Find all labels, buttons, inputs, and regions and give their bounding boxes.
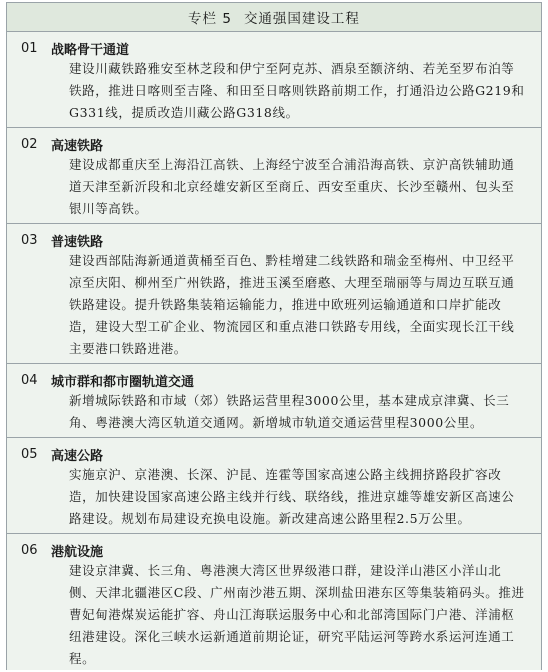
section-05 [7, 438, 541, 534]
section-heading: 普速铁路 [51, 234, 104, 250]
section-heading: 高速公路 [51, 448, 104, 464]
panel-title: 交通强国建设工程 [243, 11, 360, 27]
section-heading: 港航设施 [51, 544, 104, 560]
section-heading: 城市群和都市圈轨道交通 [51, 374, 195, 390]
section-heading: 高速铁路 [51, 138, 104, 154]
section-number: 04 [21, 372, 38, 388]
section-text: 建设京津冀、长三角、粤港澳大湾区世界级港口群，建设洋山港区小洋山北侧、天津北疆港区C段、广州南沙港五期、深圳盐田港东区等集装箱码头。推进曹妃甸港煤炭运能扩容、舟山江海联运服务中心和北部湾国际门户港、洋浦枢纽港建设。深化三峡水运新通道前期论证，研究平陆运河等跨水系运河连通工程。 [69, 563, 525, 666]
section-number: 03 [21, 232, 38, 248]
section-number: 06 [21, 542, 38, 558]
section-01 [7, 32, 541, 128]
section-02 [7, 128, 541, 224]
section-text: 建设西部陆海新通道黄桶至百色、黔桂增建二线铁路和瑞金至梅州、中卫经平凉至庆阳、柳州至广州铁路，推进玉溪至磨憨、大理至瑞丽等与周边互联互通铁路建设。提升铁路集装箱运输能力，推进中欧班列运输通道和口岸扩能改造，建设大型工矿企业、物流园区和重点港口铁路专用线，全面实现长江干线主要港口铁路进港。 [69, 253, 515, 356]
section-number: 05 [21, 446, 38, 462]
section-03 [7, 224, 541, 364]
section-06 [7, 534, 541, 670]
section-text: 建设川藏铁路雅安至林芝段和伊宁至阿克苏、酒泉至额济纳、若羌至罗布泊等铁路，推进日喀则至吉隆、和田至日喀则铁路前期工作，打通沿边公路G219和G331线，提质改造川藏公路G318线。 [69, 61, 525, 120]
section-heading: 战略骨干通道 [51, 42, 130, 58]
section-number: 02 [21, 136, 38, 152]
section-number: 01 [21, 40, 38, 56]
panel-label: 专栏 5 [188, 11, 232, 27]
section-text: 实施京沪、京港澳、长深、沪昆、连霍等国家高速公路主线拥挤路段扩容改造，加快建设国家高速公路主线并行线、联络线，推进京雄等雄安新区高速公路建设。规划布局建设充换电设施。新改建高速公路里程2.5万公里。 [69, 467, 515, 526]
section-text: 建设成都重庆至上海沿江高铁、上海经宁波至合浦沿海高铁、京沪高铁辅助通道天津至新沂段和北京经雄安新区至商丘、西安至重庆、长沙至赣州、包头至银川等高铁。 [69, 157, 515, 216]
panel-title-bar [7, 3, 541, 32]
section-text: 新增城际铁路和市域（郊）铁路运营里程3000公里，基本建成京津冀、长三角、粤港澳大湾区轨道交通网。新增城市轨道交通运营里程3000公里。 [69, 393, 510, 430]
special-column-panel [6, 2, 542, 670]
section-04 [7, 364, 541, 438]
